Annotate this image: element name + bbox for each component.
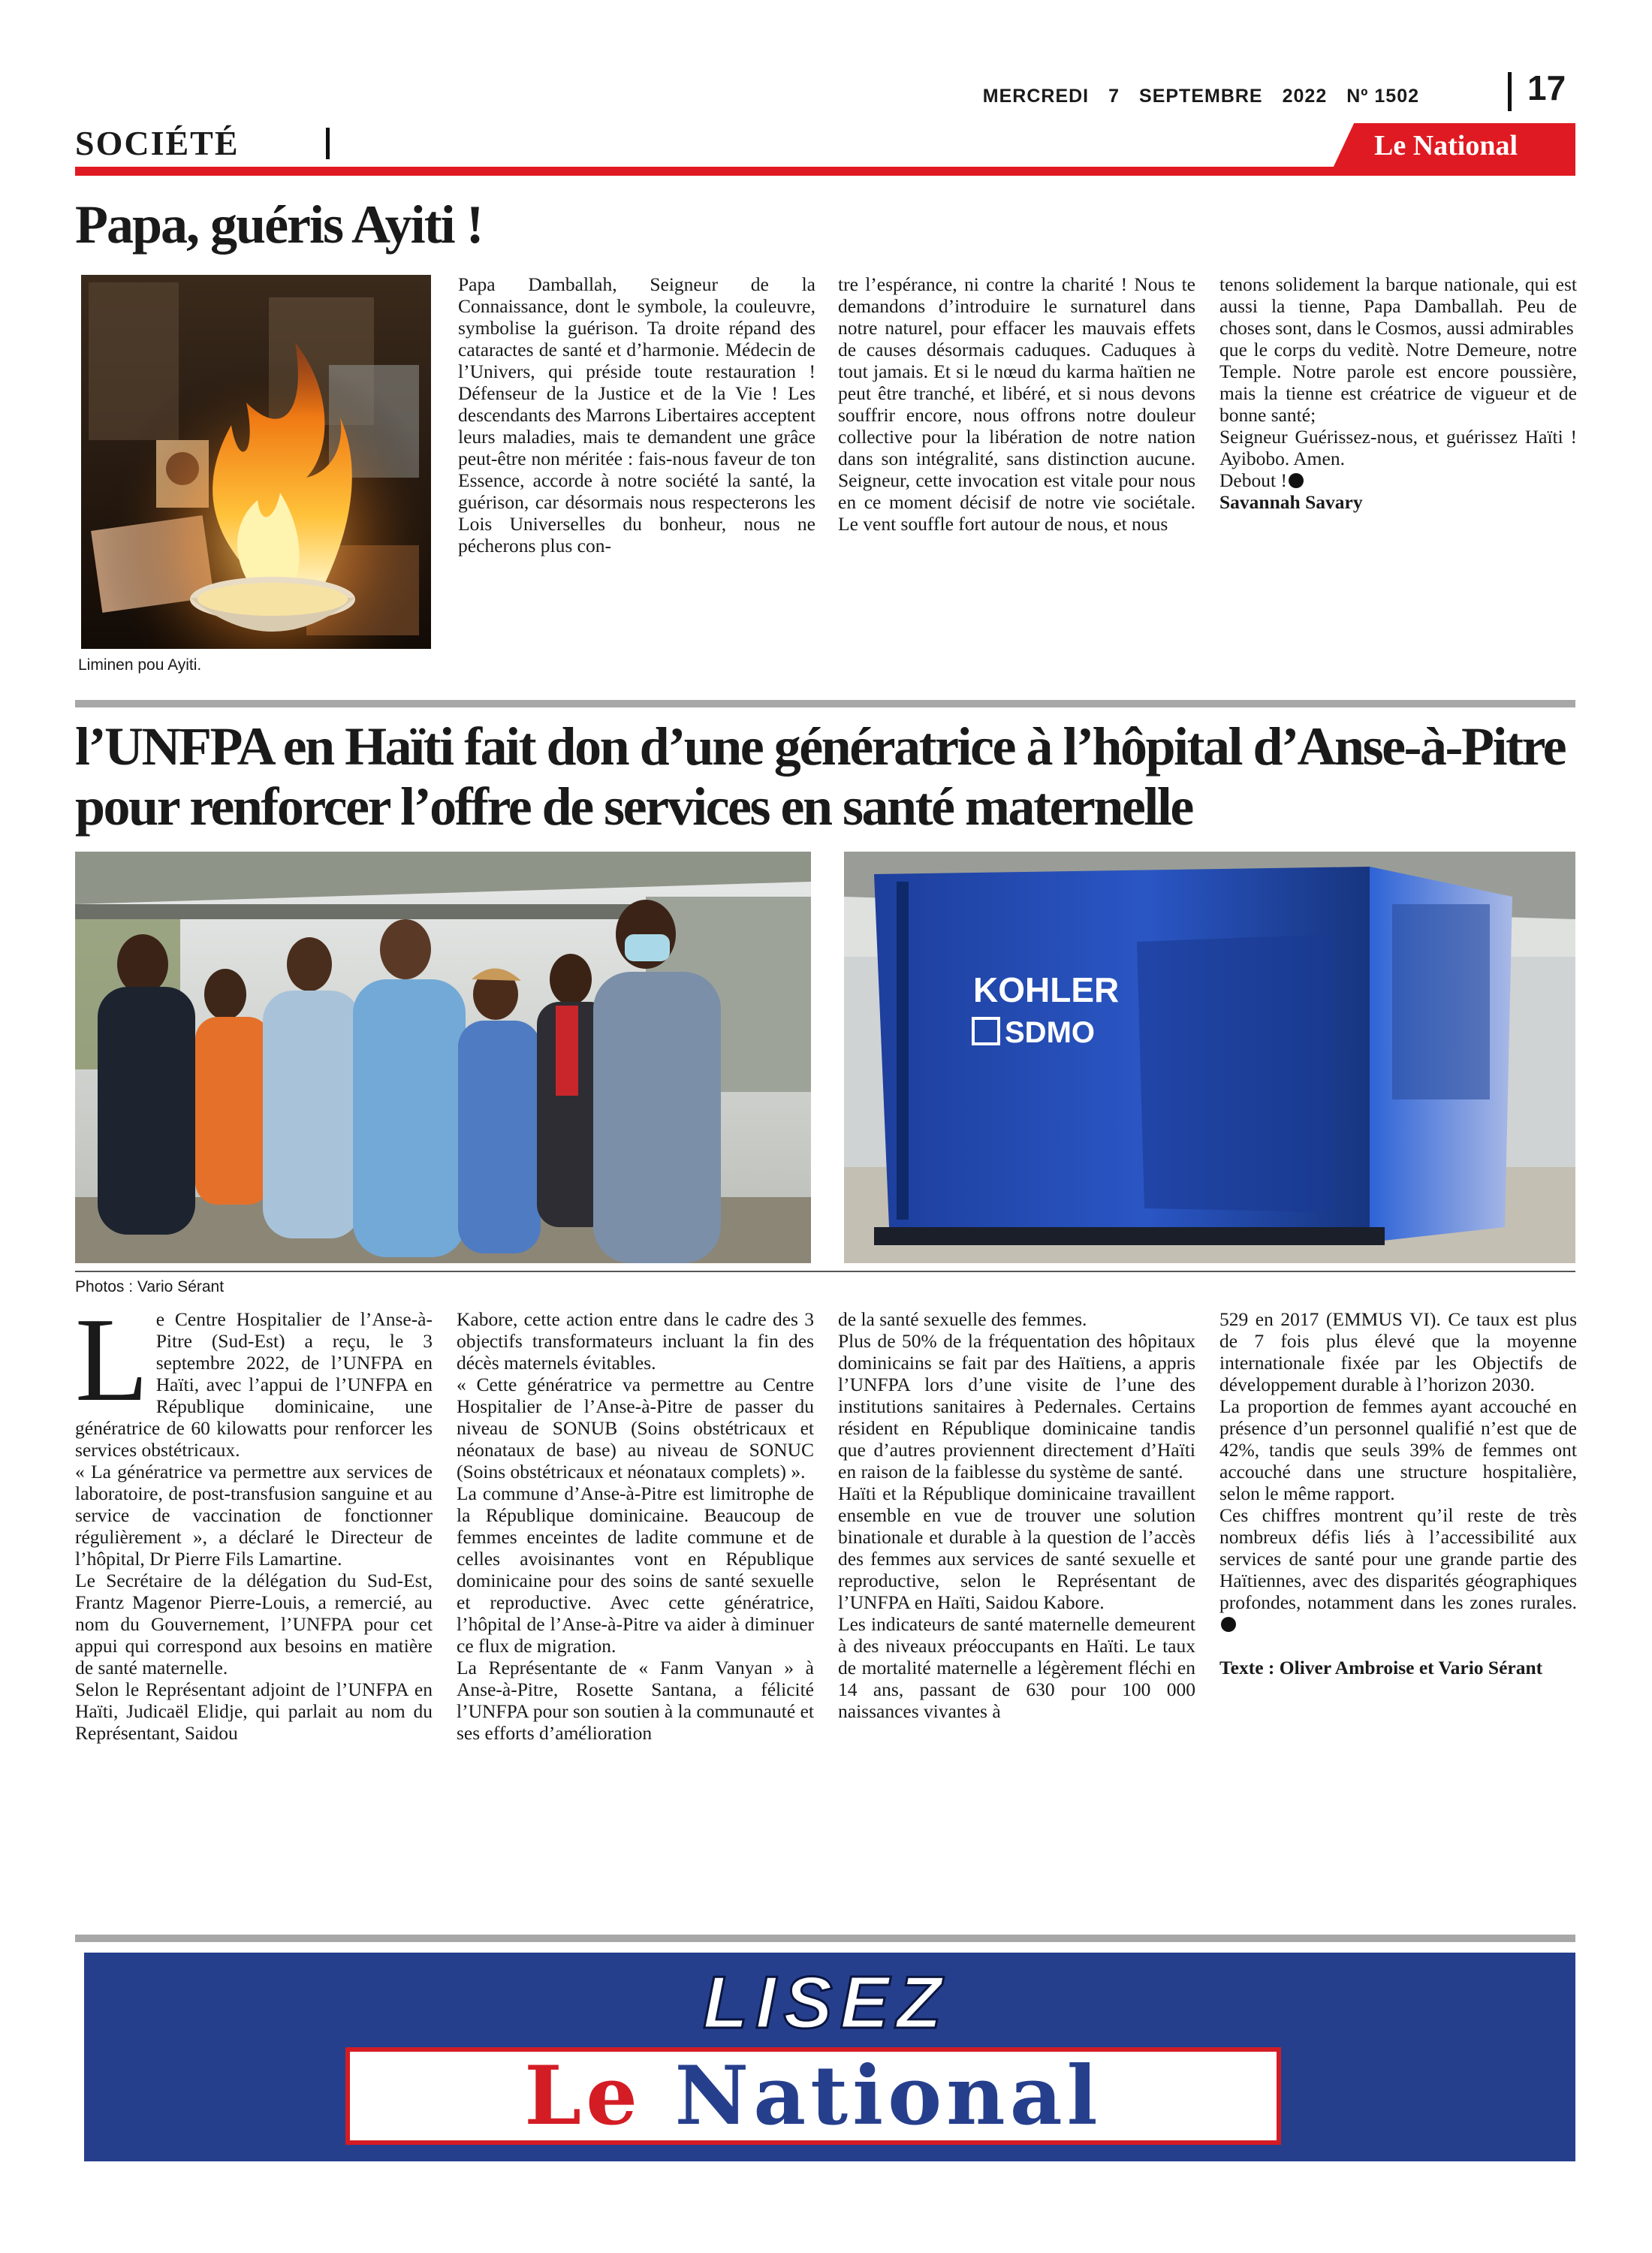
article2-paragraph: 529 en 2017 (EMMUS VI). Ce taux est plus de 7 fois plus élevé que la moyenne internationale fixée par les Objectifs de développement durable à l’horizon 2030. <box>1219 1308 1577 1395</box>
article2-paragraph: Plus de 50% de la fréquentation des hôpitaux dominicains se fait par des Haïtiens, a appris l’UNFPA lors d’une visite de l’une des institutions sanitaires à Pedernales. Certains résident en République dominicaine tandis que d’autres proviennent directement d’Haïti en raison de la faiblesse du système de santé. <box>838 1330 1195 1482</box>
article2-column-4 <box>1219 1308 1577 1678</box>
page-number: 17 <box>1527 68 1566 107</box>
article1-paragraph: tenons solidement la barque nationale, qui est aussi la tienne, Papa Damballah. Peu de choses sont, dans le Cosmos, aussi admirables <box>1219 273 1577 339</box>
article2-paragraph: La Représentante de « Fanm Vanyan » à Anse-à-Pitre, Rosette Santana, a félicité l’UNFPA pour son soutien à la communauté et ses efforts d’amélioration <box>457 1657 814 1744</box>
article2-paragraph: « La génératrice va permettre aux services de laboratoire, de post-transfusion sanguine et au service de vaccination de fonctionner régulièrement », a déclaré le Directeur de l’hôpital, Dr Pierre Fils Lamartine. <box>75 1461 433 1570</box>
article1-column-1: Papa Damballah, Seigneur de la Connaissance, dont le symbole, la couleuvre, symbolise la guérison. Ta droite répand des cataractes de santé et d’harmonie. Médecin de l’Univers, qui préside toute restauration ! Défenseur de la Justice et de la Vie ! Les descendants des Marrons Libertaires acceptent leurs maladies, mais te demandent une grâce peut-être non méritée : fais-nous faveur de ton Essence, accorde à notre société la santé, la guérison, car désormais nous respecterons les Lois Universelles du bonheur, nous ne pécherons plus con- <box>458 273 815 556</box>
article1-headline: Papa, guéris Ayiti ! <box>75 195 483 255</box>
article2-paragraph: La proportion de femmes ayant accouché en présence d’un personnel qualifié n’est que de 42%, tandis que seuls 39% de femmes ont accouché dans une structure hospitalière, selon le même rapport. <box>1219 1395 1577 1504</box>
ad-logo-text <box>350 2049 1277 2143</box>
dropcap: L <box>75 1292 149 1426</box>
section-label: SOCIÉTÉ <box>75 124 240 162</box>
ad-logo-le: Le <box>524 2049 642 2143</box>
article2-paragraph: Selon le Représentant adjoint de l’UNFPA en Haïti, Judicaël Elidje, qui parlait au nom du Représentant, Saidou <box>75 1678 433 1744</box>
article2-paragraph: La commune d’Anse-à-Pitre est limitrophe de la République dominicaine. Beaucoup de femmes enceintes de ladite commune et de celles avoisinantes vont en République dominicaine pour des soins de santé sexuelle et reproductive. Avec cette génératrice, l’hôpital de l’Anse-à-Pitre va aider à diminuer ce flux de migration. <box>457 1482 814 1657</box>
article1-author: Savannah Savary <box>1219 491 1363 513</box>
article1-closing <box>1219 469 1577 491</box>
ad-logo-national: National <box>674 2049 1102 2143</box>
page-number-divider <box>1508 72 1512 111</box>
date-number: 7 <box>1108 86 1120 107</box>
article2-paragraph: de la santé sexuelle des femmes. <box>838 1308 1087 1330</box>
article2-column-1 <box>75 1292 433 1744</box>
article1-paragraph: que le corps du veditè. Notre Demeure, notre Temple. Notre parole est encore poussière, mais la tienne est créatrice de vigueur et de bonne santé; <box>1219 339 1577 426</box>
article2-paragraph: e Centre Hospitalier de l’Anse-à-Pitre (Sud-Est) a reçu, le 3 septembre 2022, de l’UNFPA en Haïti, avec l’appui de l’UNFPA en République dominicaine, une génératrice de 60 kilowatts pour renforcer les services obstétricaux. <box>75 1308 433 1461</box>
article2-paragraph: Kabore, cette action entre dans le cadre des 3 objectifs transformateurs incluant la fin des décès maternels évitables. <box>457 1308 814 1374</box>
article2-closing <box>1219 1504 1577 1635</box>
article2-paragraph: Le Secrétaire de la délégation du Sud-Est, Frantz Magenor Pierre-Louis, a remercié, au nom du Gouvernement, l’UNFPA pour cet appui qui correspond aux besoins en matière de santé maternelle. <box>75 1570 433 1678</box>
article2-paragraph: Les indicateurs de santé maternelle demeurent à des niveaux préoccupants en Haïti. Le taux de mortalité maternelle a légèrement fléchi en 14 ans, passant de 630 pour 100 000 naissances vivantes à <box>838 1613 1195 1722</box>
brand-name: Le National <box>1374 130 1518 161</box>
article-divider <box>75 700 1575 707</box>
article1-closing-word: Debout ! <box>1219 469 1287 491</box>
article2-column-3 <box>838 1308 1195 1722</box>
generator-brand-kohler: KOHLER <box>973 970 1120 1009</box>
article2-credit: Texte : Oliver Ambroise et Vario Sérant <box>1219 1657 1543 1678</box>
article2-paragraph: « Cette génératrice va permettre au Centre Hospitalier de l’Anse-à-Pitre de passer du niveau de SONUB (Soins obstétricaux et néonataux de base) au niveau de SONUC (Soins obstétricaux et néonataux complets) ». <box>457 1374 814 1482</box>
article2-headline: l’UNFPA en Haïti fait don d’une génératrice à l’hôpital d’Anse-à-Pitre pour renforcer l’offre de services en santé maternelle <box>75 716 1566 837</box>
article1-paragraph: Seigneur Guérissez-nous, et guérissez Haïti ! Ayibobo. Amen. <box>1219 426 1577 469</box>
issue-number: Nº 1502 <box>1346 86 1419 107</box>
end-of-article-icon <box>1289 473 1304 488</box>
article2-photo-group <box>75 852 811 1263</box>
article2-photo-generator <box>844 852 1575 1263</box>
end-of-article-icon <box>1221 1617 1236 1632</box>
section-divider <box>326 128 330 159</box>
article1-photo-caption: Liminen pou Ayiti. <box>78 656 202 674</box>
generator-brand-sdmo: SDMO <box>1005 1016 1095 1049</box>
article1-photo-fire-bowl <box>81 275 431 649</box>
date-day: MERCREDI <box>982 86 1090 107</box>
photo-underline <box>75 1271 1575 1272</box>
article2-column-2 <box>457 1308 814 1744</box>
ad-divider <box>75 1935 1575 1942</box>
date-month: SEPTEMBRE <box>1139 86 1263 107</box>
date-year: 2022 <box>1282 86 1328 107</box>
header-rule <box>75 167 1575 176</box>
article2-paragraph: Ces chiffres montrent qu’il reste de très nombreux défis liés à l’accessibilité aux services de santé pour une grande partie des Haïtiennes, avec des disparités géographiques profondes, notamment dans les zones rurales. <box>1219 1504 1577 1613</box>
dateline <box>963 86 1419 107</box>
ad-lisez-text: LISEZ <box>703 1961 949 2043</box>
article1-column-2: tre l’espérance, ni contre la charité ! Nous te demandons d’introduire le surnaturel dans notre naturel, pour effacer les mauvais effets de causes désormais caduques. Caduques à tout jamais. Et si le nœud du karma haïtien ne peut être tranché, et libéré, et si nous devons souffrir encore, nous offrons notre douleur collective pour la libération de notre nation dans son intégralité, sans distinction aucune. Seigneur, cette invocation est vitale pour nous en ce moment décisif de notre vie sociétale. Le vent souffle fort autour de nous, et nous <box>838 273 1195 535</box>
article2-paragraph: Haïti et la République dominicaine travaillent ensemble en vue de trouver une solution binationale et durable à la question de l’accès des femmes aux services de santé sexuelle et reproductive, selon le Représentant de l’UNFPA en Haïti, Saidou Kabore. <box>838 1482 1195 1613</box>
article1-column-3 <box>1219 273 1577 513</box>
article2-photo-credit: Photos : Vario Sérant <box>75 1278 225 1295</box>
